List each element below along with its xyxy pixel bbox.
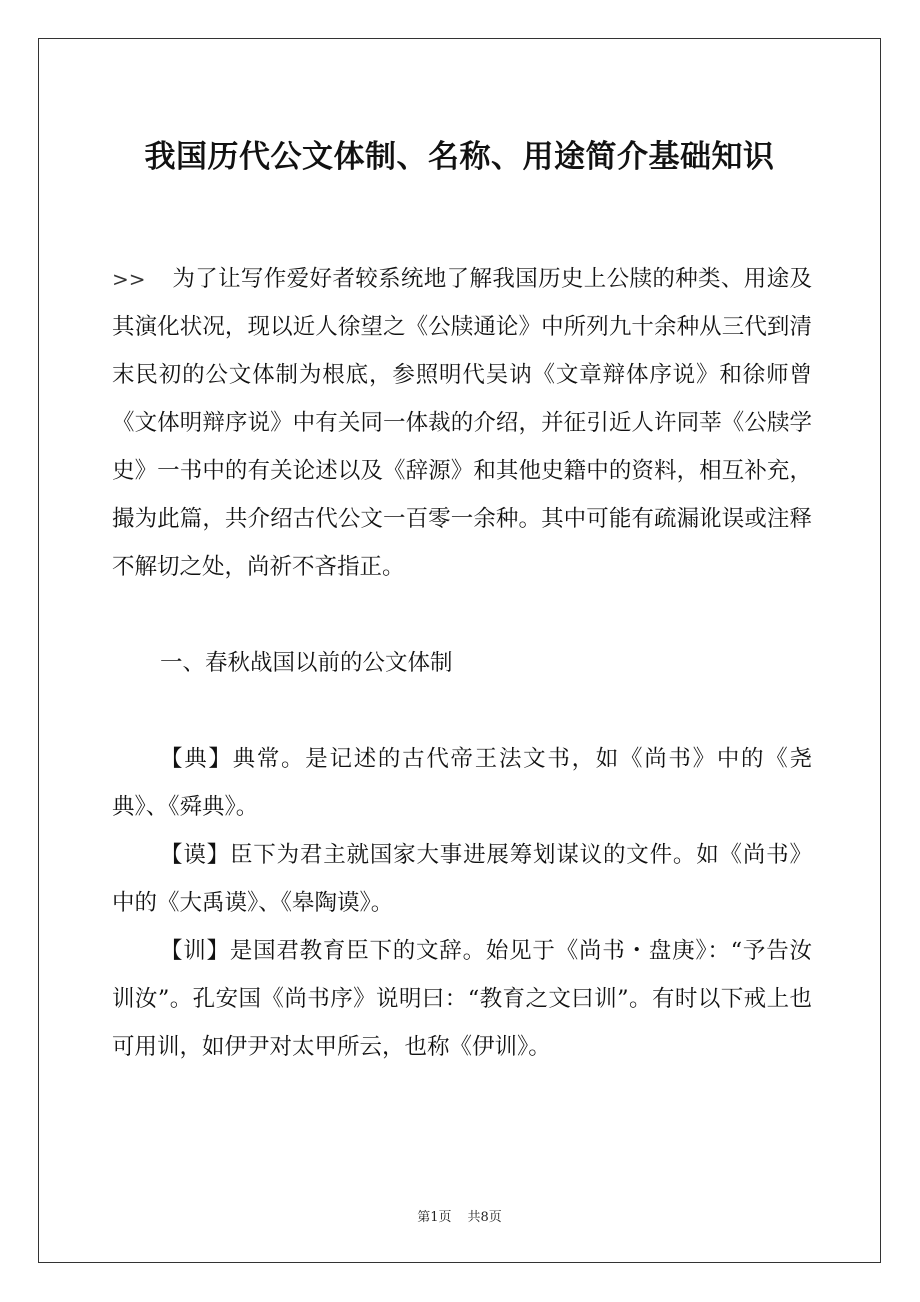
page-footer — [38, 1206, 881, 1225]
page-total: 共8页 — [467, 1210, 502, 1225]
term-entry-dian — [112, 735, 812, 831]
section-heading: 一、春秋战国以前的公文体制 — [160, 650, 453, 676]
intro-text: 为了让写作爱好者较系统地了解我国历史上公牍的种类、用途及其演化状况，现以近人徐望之《公牍通论》中所列九十余种从三代到清末民初的公文体制为根底，参照明代吴讷《文章辩体序说》和徐师曾《文体明辩序说》中有关同一体裁的介绍，并征引近人许同莘《公牍学史》一书中的有关论述以及《辞源》和其他史籍中的资料，相互补充，撮为此篇，共介绍古代公文一百零一余种。其中可能有疏漏讹误或注释不解切之处，尚祈不吝指正。 — [112, 266, 812, 580]
document-title: 我国历代公文体制、名称、用途简介基础知识 — [144, 138, 775, 175]
intro-paragraph — [112, 255, 812, 591]
term-name: 【训】 — [160, 938, 230, 964]
term-text: 臣下为君主就国家大事进展筹划谋议的文件。如《尚书》中的《大禹谟》、《皋陶谟》。 — [112, 842, 812, 916]
document-body — [112, 255, 812, 1071]
term-name: 【典】 — [160, 746, 233, 772]
page-number: 第1页 — [417, 1210, 452, 1225]
term-text: 典常。是记述的古代帝王法文书，如《尚书》中的《尧典》、《舜典》。 — [112, 746, 812, 820]
intro-marker: >> — [112, 267, 146, 291]
term-entry-mo — [112, 831, 812, 927]
term-name: 【谟】 — [160, 842, 230, 868]
term-entry-xun — [112, 927, 812, 1071]
term-text: 是国君教育臣下的文辞。始见于《尚书・盘庚》：“予告汝训汝”。孔安国《尚书序》说明曰：“教育之文曰训”。有时以下戒上也可用训，如伊尹对太甲所云，也称《伊训》。 — [112, 938, 812, 1060]
